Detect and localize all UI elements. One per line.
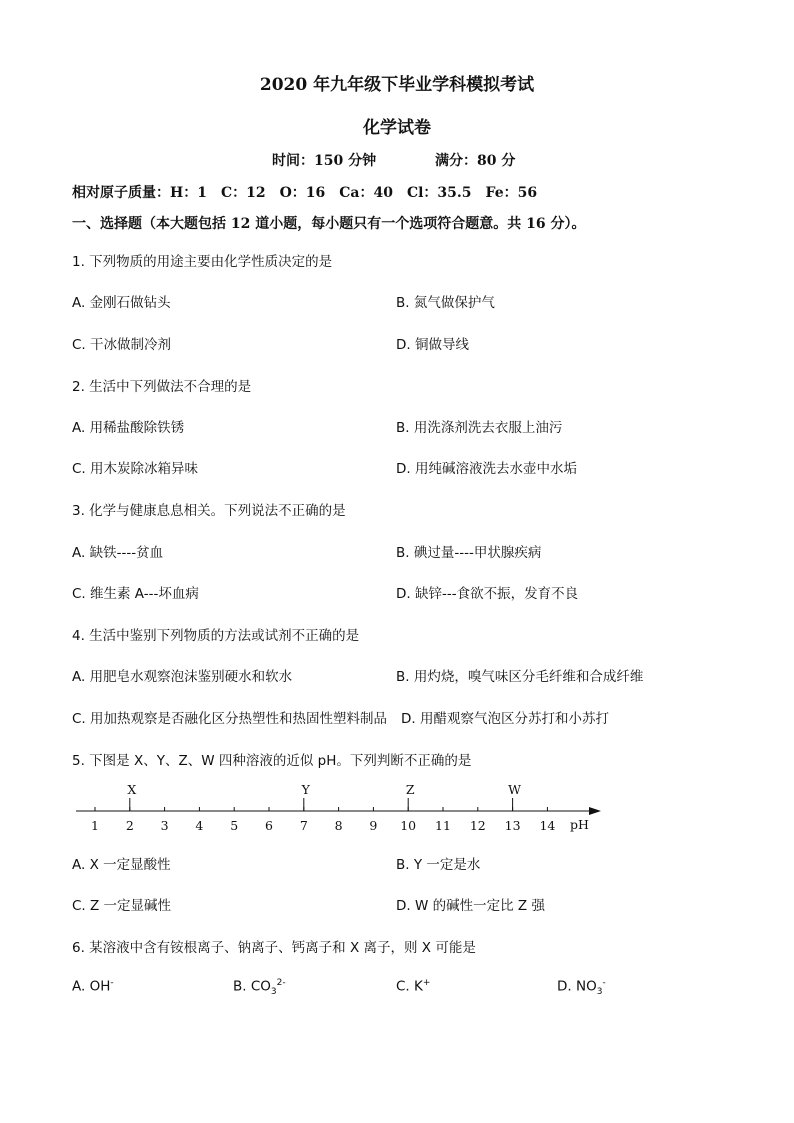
question-1-stem: 1. 下列物质的用途主要由化学性质决定的是 (72, 254, 333, 270)
question-3-option-c[interactable]: C. 维生素 A---坏血病 (72, 586, 199, 602)
question-3-option-b[interactable]: B. 碘过量----甲状腺疾病 (396, 545, 542, 561)
question-5-option-a[interactable]: A. X 一定显酸性 (72, 857, 171, 873)
ph-unit-label: pH (570, 817, 589, 832)
ph-marker-label: Y (301, 782, 310, 797)
ph-marker-label: W (508, 782, 522, 797)
ph-marker-label: X (127, 782, 137, 797)
question-1-option-c[interactable]: C. 干冰做制冷剂 (72, 337, 172, 353)
question-6-option-c[interactable] (396, 978, 430, 995)
ph-tick-label: 4 (195, 818, 204, 833)
ph-tick-label: 14 (539, 818, 556, 833)
question-4-stem: 4. 生活中鉴别下列物质的方法或试剂不正确的是 (72, 628, 360, 644)
option-text: D. NO (557, 978, 597, 995)
option-text: B. CO (233, 978, 271, 995)
exam-title: 2020 年九年级下毕业学科模拟考试 (259, 75, 535, 95)
ph-tick-label: 11 (435, 818, 451, 833)
ph-tick-label: 10 (400, 818, 417, 833)
atomic-mass-line: 相对原子质量：H：1 C：12 O：16 Ca：40 Cl：35.5 Fe：56 (72, 185, 538, 201)
question-5-option-d[interactable]: D. W 的碱性一定比 Z 强 (396, 898, 545, 914)
exam-score: 满分：80 分 (435, 153, 516, 169)
question-4-option-d[interactable]: D. 用醋观察气泡区分苏打和小苏打 (401, 711, 609, 727)
question-4-option-b[interactable]: B. 用灼烧，嗅气味区分毛纤维和合成纤维 (396, 669, 644, 685)
ph-tick-label: 6 (265, 818, 273, 833)
ph-tick-label: 5 (230, 818, 239, 833)
question-2-option-a[interactable]: A. 用稀盐酸除铁锈 (72, 420, 185, 436)
superscript: 2- (276, 978, 286, 988)
question-2-option-c[interactable]: C. 用木炭除冰箱异味 (72, 461, 199, 477)
superscript: + (422, 978, 431, 988)
question-2-option-d[interactable]: D. 用纯碱溶液洗去水壶中水垢 (396, 461, 577, 477)
ph-tick-label: 8 (334, 818, 343, 833)
question-4-option-c[interactable]: C. 用加热观察是否融化区分热塑性和热固性塑料制品 (72, 711, 388, 727)
question-2-option-b[interactable]: B. 用洗涤剂洗去衣服上油污 (396, 420, 563, 436)
option-text: A. OH (72, 978, 111, 995)
question-6-stem: 6. 某溶液中含有铵根离子、钠离子、钙离子和 X 离子，则 X 可能是 (72, 940, 476, 956)
ph-tick-label: 2 (125, 818, 134, 833)
ph-scale-diagram (70, 776, 610, 838)
ph-tick-label: 12 (469, 818, 486, 833)
ph-axis-arrow (589, 807, 601, 815)
ph-tick-label: 9 (369, 818, 378, 833)
question-5-stem: 5. 下图是 X、Y、Z、W 四种溶液的近似 pH。下列判断不正确的是 (72, 753, 472, 769)
question-3-stem: 3. 化学与健康息息相关。下列说法不正确的是 (72, 503, 346, 519)
question-1-option-d[interactable]: D. 铜做导线 (396, 337, 469, 353)
question-5-option-c[interactable]: C. Z 一定显碱性 (72, 898, 172, 914)
question-4-option-a[interactable]: A. 用肥皂水观察泡沫鉴别硬水和软水 (72, 669, 293, 685)
option-text: C. K (396, 978, 423, 995)
question-6-option-b[interactable] (233, 978, 286, 997)
question-5-option-b[interactable]: B. Y 一定是水 (396, 857, 481, 873)
superscript: - (110, 978, 114, 988)
question-1-option-b[interactable]: B. 氮气做保护气 (396, 295, 495, 311)
ph-marker-label: Z (405, 782, 415, 797)
subscript: 3 (596, 987, 603, 998)
question-2-stem: 2. 生活中下列做法不合理的是 (72, 379, 252, 395)
question-6-option-a[interactable] (72, 978, 114, 995)
question-3-option-d[interactable]: D. 缺锌---食欲不振，发育不良 (396, 586, 579, 602)
exam-subtitle: 化学试卷 (363, 118, 431, 138)
section-heading: 一、选择题（本大题包括 12 道小题，每小题只有一个选项符合题意。共 16 分）。 (72, 216, 586, 232)
subscript: 3 (270, 987, 277, 998)
ph-tick-label: 3 (160, 818, 169, 833)
exam-time: 时间：150 分钟 (272, 153, 377, 169)
ph-tick-label: 7 (299, 818, 308, 833)
ph-tick-label: 13 (504, 818, 521, 833)
question-1-option-a[interactable]: A. 金刚石做钻头 (72, 295, 171, 311)
ph-tick-label: 1 (91, 818, 99, 833)
question-6-option-d[interactable] (557, 978, 606, 997)
question-3-option-a[interactable]: A. 缺铁----贫血 (72, 545, 164, 561)
superscript: - (602, 978, 606, 988)
